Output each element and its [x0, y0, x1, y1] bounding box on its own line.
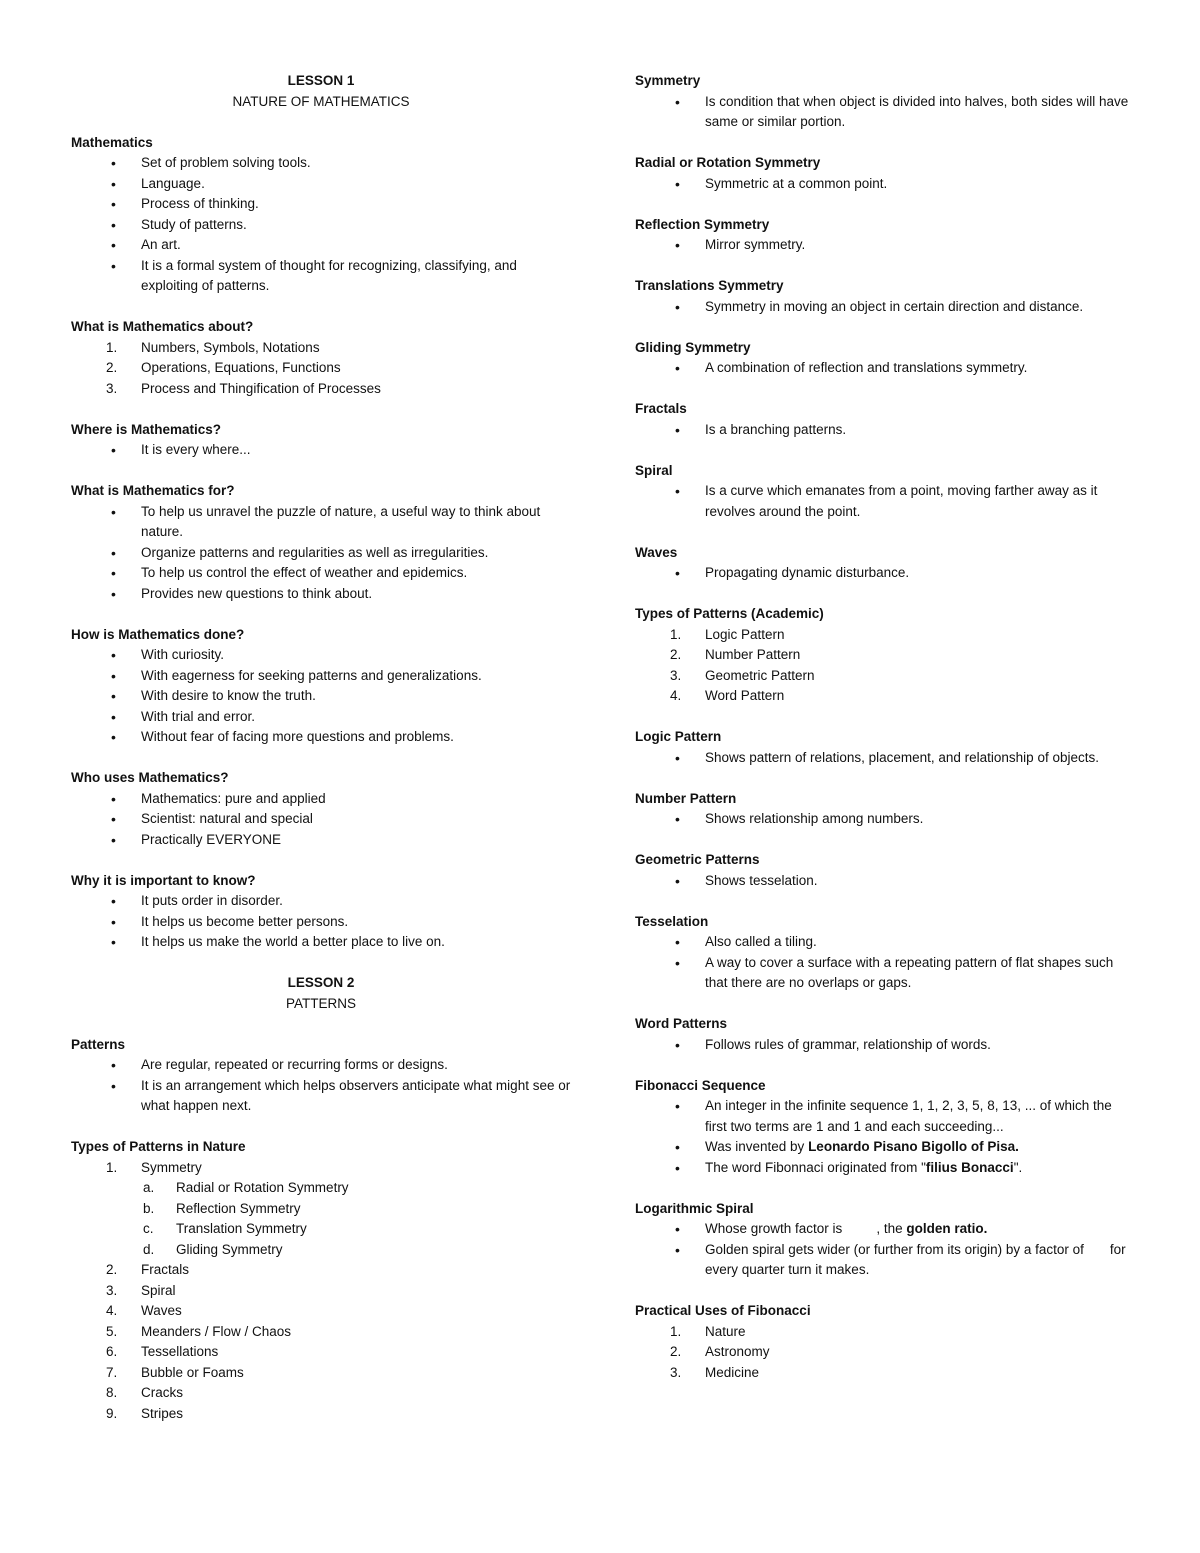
section-types-nature — [71, 1137, 571, 1424]
section-heading: Geometric Patterns — [635, 852, 760, 867]
list-item: • Provides new questions to think about. — [71, 584, 571, 605]
list-item: 2. Fractals — [106, 1262, 190, 1277]
list-item: • It helps us become better persons. — [71, 912, 571, 933]
list-item: • To help us control the effect of weather and epidemics. — [71, 563, 571, 584]
list-item: • It puts order in disorder. — [71, 891, 571, 912]
section-radial — [635, 153, 1135, 194]
list-item: • It is every where... — [71, 440, 571, 461]
section-mathematics — [71, 133, 571, 297]
list-item: • A way to cover a surface with a repeating pattern of flat shapes such that there are no overlaps or gaps. — [635, 953, 1135, 994]
list-item: 4. Word Pattern — [670, 688, 785, 703]
list-item: • Is a branching patterns. — [635, 420, 1135, 441]
section-heading: Gliding Symmetry — [635, 339, 751, 355]
sub-list-item: a. Radial or Rotation Symmetry — [143, 1180, 349, 1195]
section-heading: How is Mathematics done? — [71, 626, 245, 642]
section-fibonacci — [635, 1076, 1135, 1179]
lesson-title: NATURE OF MATHEMATICS — [232, 93, 410, 109]
section-symmetry — [635, 71, 1135, 133]
list-item: 3. Medicine — [670, 1364, 760, 1380]
list-item: • With curiosity. — [71, 645, 571, 666]
section-patterns — [71, 1035, 571, 1117]
list-item: 3. Spiral — [106, 1282, 176, 1298]
list-item: • Mirror symmetry. — [635, 235, 1135, 256]
list-item: • Shows relationship among numbers. — [635, 809, 1135, 830]
section-heading: Practical Uses of Fibonacci — [635, 1303, 811, 1318]
list-item: 1. Symmetry — [106, 1159, 202, 1175]
section-waves — [635, 543, 1135, 584]
list-item: • Symmetric at a common point. — [635, 174, 1135, 195]
section-reflection — [635, 215, 1135, 256]
section-number — [635, 789, 1135, 830]
section-heading: Number Pattern — [635, 790, 737, 806]
list-item: • An art. — [71, 235, 571, 256]
list-item: • Organize patterns and regularities as well as irregularities. — [71, 543, 571, 564]
section-heading: Spiral — [635, 462, 673, 478]
list-item: • Is condition that when object is divided into halves, both sides will have same or similar portion. — [635, 92, 1135, 133]
section-logic — [635, 727, 1135, 768]
list-item: • An integer in the infinite sequence 1, 1, 2, 3, 5, 8, 13, ... of which the first two terms are 1 and 1 and each succeeding... — [635, 1096, 1135, 1137]
list-item: • With desire to know the truth. — [71, 686, 571, 707]
section-heading: Patterns — [71, 1036, 126, 1052]
list-item: 9. Stripes — [106, 1405, 184, 1421]
lesson-1-header — [71, 71, 571, 112]
section-gliding — [635, 338, 1135, 379]
list-item: • Whose growth factor is , the golden ratio. — [635, 1219, 1135, 1240]
list-item: 7. Bubble or Foams — [106, 1364, 244, 1380]
list-item: 4. Waves — [106, 1303, 182, 1318]
sub-list-item: b. Reflection Symmetry — [143, 1200, 301, 1216]
section-heading: Where is Mathematics? — [71, 421, 222, 437]
section-uses — [635, 1301, 1135, 1383]
list-item: • With eagerness for seeking patterns and generalizations. — [71, 666, 571, 687]
section-where — [71, 420, 571, 461]
list-item: • Set of problem solving tools. — [71, 153, 571, 174]
section-heading: Fractals — [635, 401, 687, 416]
list-item: • Also called a tiling. — [635, 932, 1135, 953]
section-heading: Types of Patterns (Academic) — [635, 606, 824, 621]
section-heading: Who uses Mathematics? — [71, 770, 229, 785]
list-item: 1. Numbers, Symbols, Notations — [106, 339, 320, 355]
section-heading: Logarithmic Spiral — [635, 1200, 754, 1216]
section-translations — [635, 276, 1135, 317]
list-item: • Mathematics: pure and applied — [71, 789, 571, 810]
list-item: 6. Tessellations — [106, 1344, 219, 1359]
list-item: • Shows pattern of relations, placement, and relationship of objects. — [635, 748, 1135, 769]
section-spiral — [635, 461, 1135, 523]
list-item: • Are regular, repeated or recurring forms or designs. — [71, 1055, 571, 1076]
lesson-number: LESSON 1 — [287, 73, 355, 88]
sub-list-item: d. Gliding Symmetry — [143, 1241, 283, 1257]
list-item: • Symmetry in moving an object in certain direction and distance. — [635, 297, 1135, 318]
right-column — [635, 71, 1135, 1404]
list-item: 1. Nature — [670, 1323, 746, 1339]
list-item: • With trial and error. — [71, 707, 571, 728]
list-item: • It helps us make the world a better place to live on. — [71, 932, 571, 953]
list-item: • To help us unravel the puzzle of nature, a useful way to think about nature. — [71, 502, 571, 543]
list-item: • Scientist: natural and special — [71, 809, 571, 830]
list-item: • Follows rules of grammar, relationship of words. — [635, 1035, 1135, 1056]
list-item: • Study of patterns. — [71, 215, 571, 236]
list-item: • It is a formal system of thought for recognizing, classifying, and exploiting of patterns. — [71, 256, 571, 297]
sub-list-item: c. Translation Symmetry — [143, 1221, 307, 1236]
section-heading: Reflection Symmetry — [635, 216, 770, 232]
list-item: • Propagating dynamic disturbance. — [635, 563, 1135, 584]
list-item: 1. Logic Pattern — [670, 626, 785, 642]
section-geometric — [635, 850, 1135, 891]
list-item: • Without fear of facing more questions and problems. — [71, 727, 571, 748]
section-for — [71, 481, 571, 604]
list-item: • Language. — [71, 174, 571, 195]
list-item: • Process of thinking. — [71, 194, 571, 215]
list-item: 2. Astronomy — [670, 1344, 770, 1359]
list-item: • Was invented by Leonardo Pisano Bigollo of Pisa. — [635, 1137, 1135, 1158]
section-heading: Types of Patterns in Nature — [71, 1139, 246, 1154]
section-why — [71, 871, 571, 953]
section-log-spiral — [635, 1199, 1135, 1281]
section-heading: Radial or Rotation Symmetry — [635, 155, 821, 170]
section-types-academic — [635, 604, 1135, 707]
list-item: • Golden spiral gets wider (or further from its origin) by a factor of for every quarter turn it makes. — [635, 1240, 1135, 1281]
list-item: • It is an arrangement which helps observers anticipate what might see or what happen next. — [71, 1076, 571, 1117]
list-item: • A combination of reflection and translations symmetry. — [635, 358, 1135, 379]
section-heading: Logic Pattern — [635, 729, 722, 744]
lesson-number: LESSON 2 — [287, 975, 355, 990]
list-item: 8. Cracks — [106, 1385, 184, 1400]
list-item: 3. Geometric Pattern — [670, 667, 815, 683]
list-item: • Is a curve which emanates from a point, moving farther away as it revolves around the point. — [635, 481, 1135, 522]
section-heading: Fibonacci Sequence — [635, 1077, 766, 1093]
list-item: 2. Operations, Equations, Functions — [106, 360, 341, 375]
section-who — [71, 768, 571, 850]
list-item: 2. Number Pattern — [670, 647, 801, 662]
section-tesselation — [635, 912, 1135, 994]
section-word — [635, 1014, 1135, 1055]
section-heading: Symmetry — [635, 73, 701, 88]
lesson-title: PATTERNS — [285, 995, 356, 1011]
list-item: 5. Meanders / Flow / Chaos — [106, 1323, 292, 1339]
list-item: 3. Process and Thingification of Processes — [106, 380, 381, 396]
left-column — [71, 71, 571, 1445]
list-item: • Practically EVERYONE — [71, 830, 571, 851]
section-heading: Mathematics — [71, 134, 153, 150]
list-item: • The word Fibonnaci originated from "filius Bonacci". — [635, 1158, 1135, 1179]
section-about — [71, 317, 571, 399]
section-heading: Tesselation — [635, 913, 709, 929]
list-item: • Shows tesselation. — [635, 871, 1135, 892]
section-heading: Waves — [635, 544, 678, 560]
lesson-2-header — [71, 973, 571, 1014]
section-heading: What is Mathematics for? — [71, 483, 235, 498]
section-heading: Word Patterns — [635, 1016, 728, 1031]
section-how — [71, 625, 571, 748]
section-heading: Why it is important to know? — [71, 872, 256, 888]
section-heading: Translations Symmetry — [635, 278, 784, 293]
section-fractals — [635, 399, 1135, 440]
section-heading: What is Mathematics about? — [71, 319, 254, 334]
